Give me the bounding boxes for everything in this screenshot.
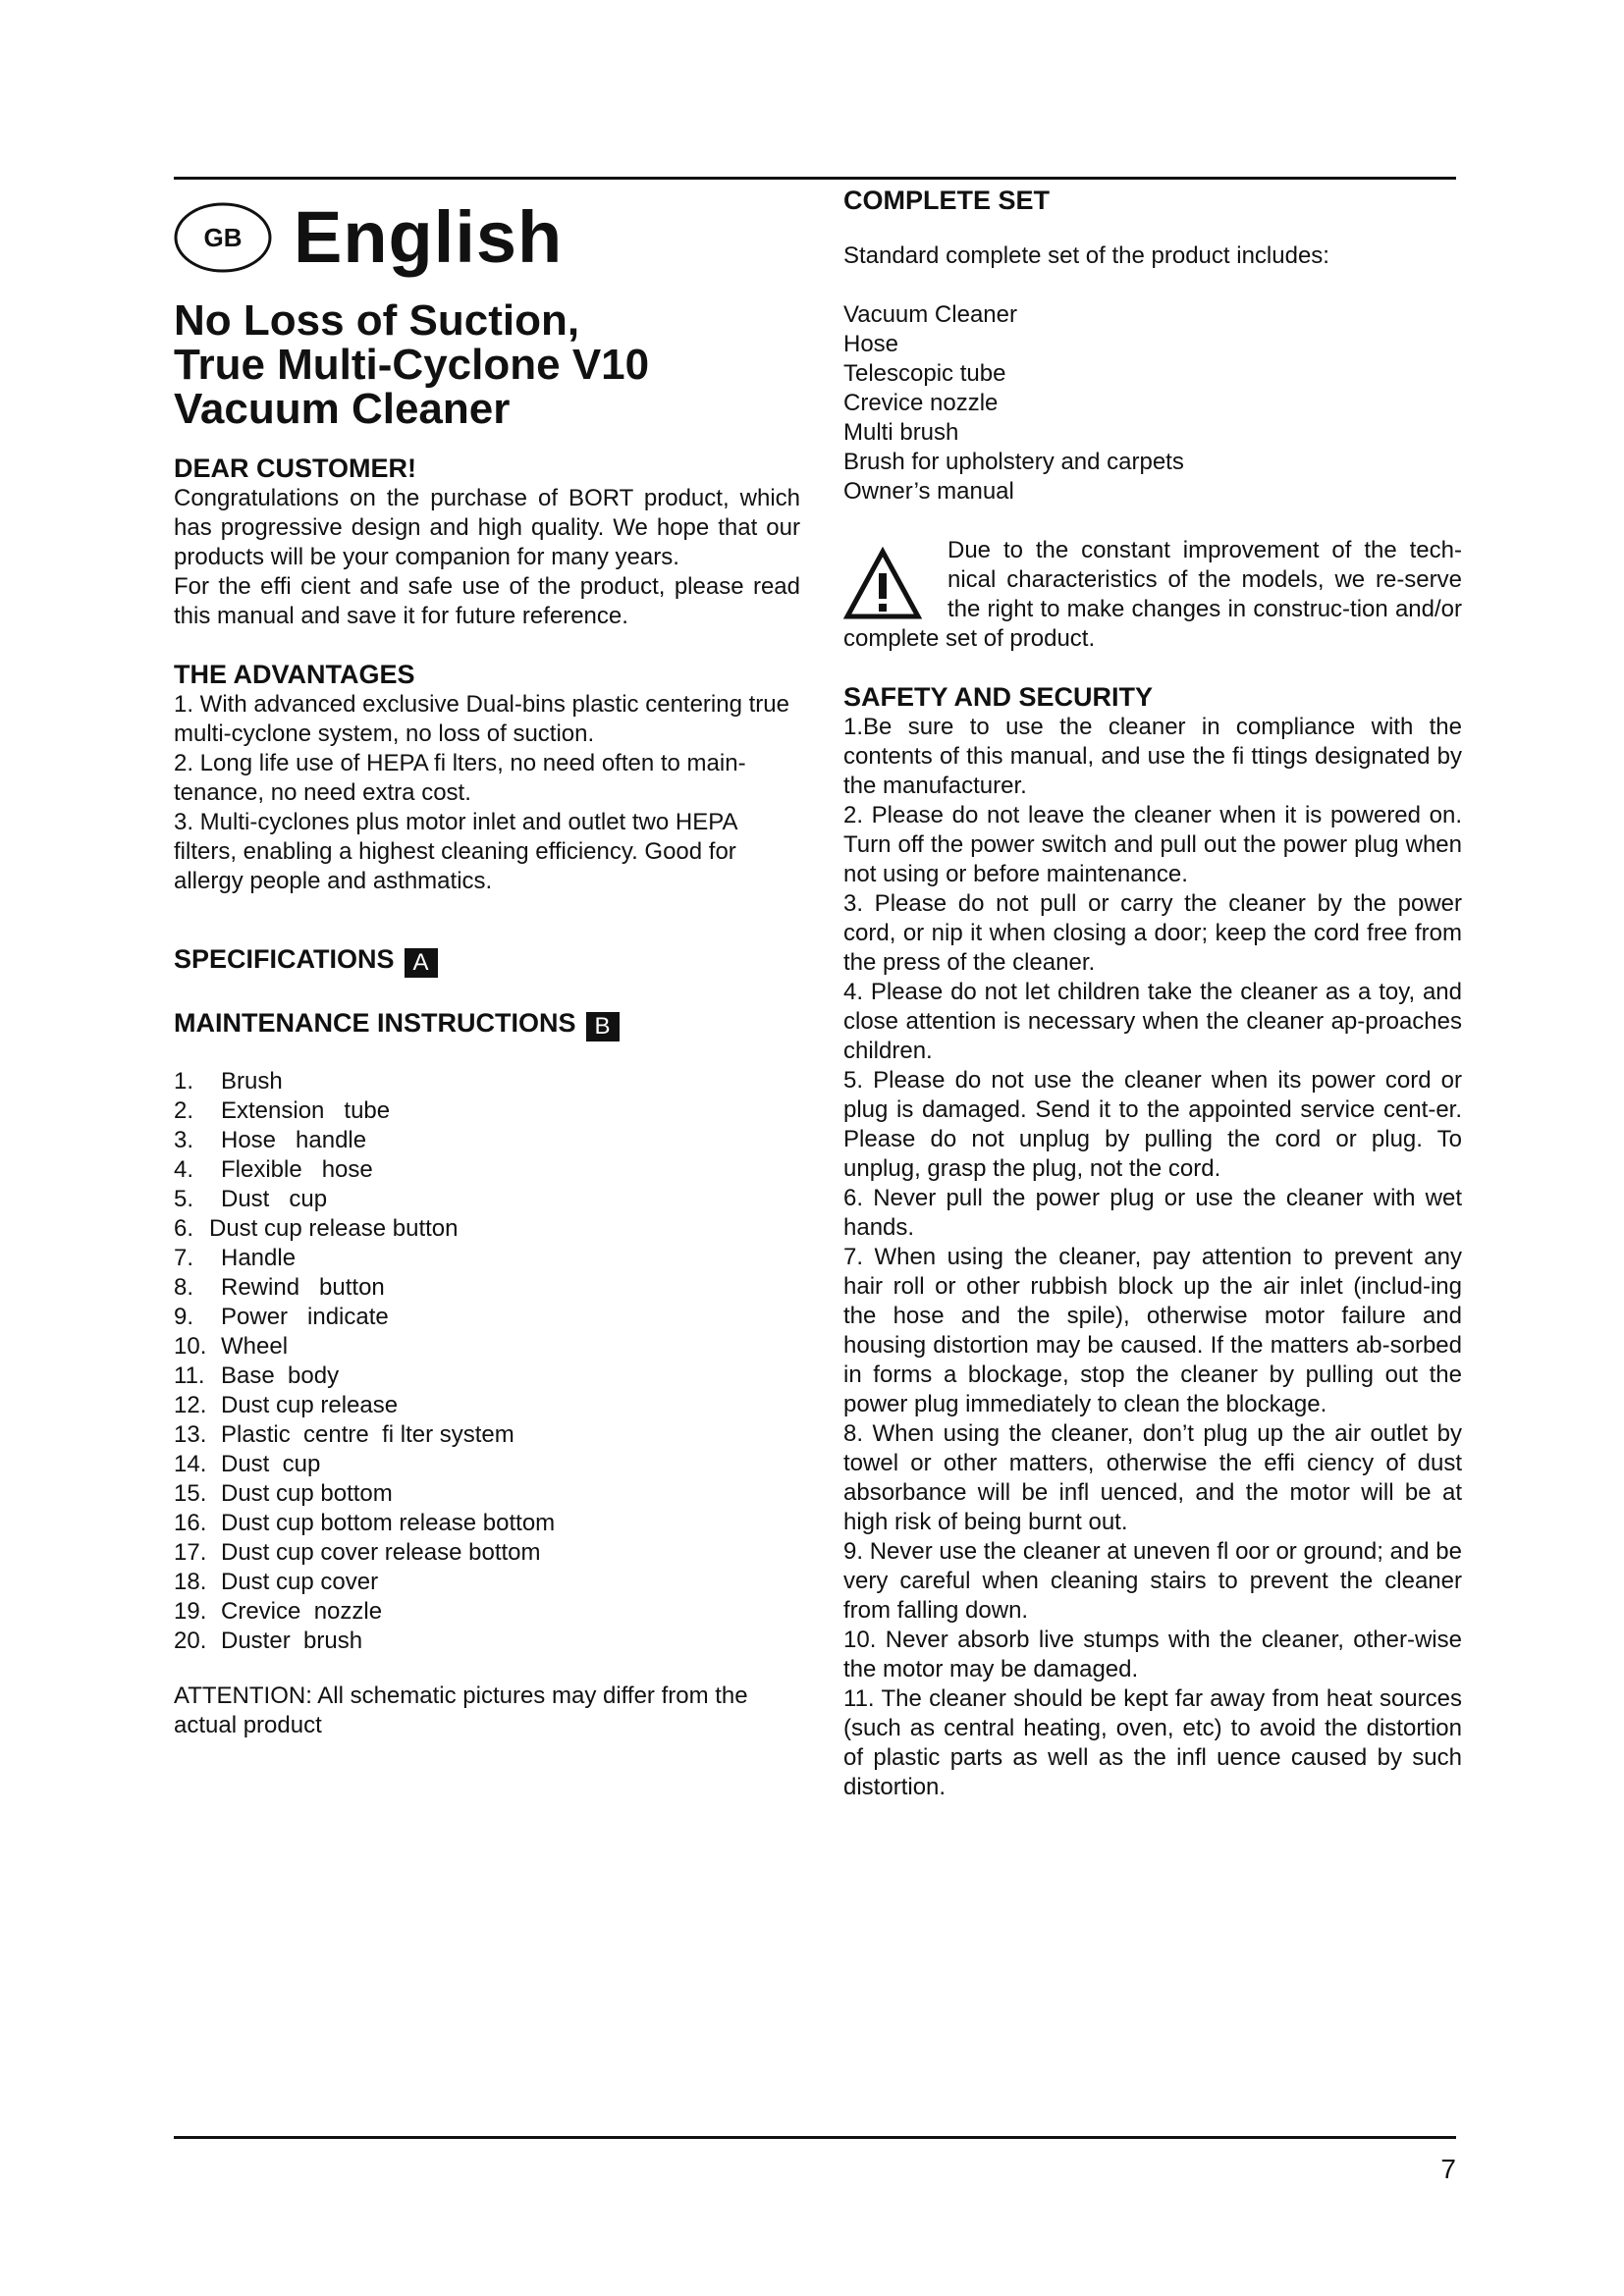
part-label: Rewind button	[221, 1274, 385, 1301]
section-heading	[174, 943, 800, 978]
specifications-section	[174, 943, 800, 978]
list-item: Telescopic tube	[843, 360, 1006, 387]
part-label: Hose handle	[221, 1127, 367, 1153]
part-label: Brush	[221, 1068, 283, 1095]
list-item: 1.Be sure to use the cleaner in compliance with the contents of this manual, and use the fi ttings designated by the manufacturer.	[843, 714, 1462, 799]
section-heading: COMPLETE SET	[843, 186, 1051, 215]
part-number: 4.	[174, 1156, 194, 1183]
list-item: Vacuum Cleaner	[843, 301, 1017, 328]
parts-list	[174, 1067, 800, 1656]
list-item: 2. Long life use of HEPA fi lters, no need often to main-tenance, no need extra cost.	[174, 750, 746, 806]
product-title-line: Vacuum Cleaner	[174, 385, 511, 433]
paragraph: Standard complete set of the product includes:	[843, 242, 1329, 269]
list-item: Hose	[843, 331, 899, 357]
country-badge	[174, 199, 290, 276]
left-column	[174, 177, 800, 1740]
part-number: 19.	[174, 1598, 207, 1625]
specifications-heading: SPECIFICATIONS	[174, 944, 395, 974]
advantages-section	[174, 659, 800, 896]
right-column	[843, 177, 1462, 1802]
list-item	[174, 1214, 800, 1244]
part-number: 11.	[174, 1362, 205, 1389]
list-item	[174, 1450, 800, 1479]
list-item: 8. When using the cleaner, don’t plug up the air outlet by towel or other matters, otherwise the effi ciency of dust absorbance will be infl uenced, and the motor will be at high risk of being burnt out.	[843, 1420, 1462, 1535]
list-item: Crevice nozzle	[843, 390, 999, 416]
warning-note	[843, 536, 1462, 654]
list-item: 3. Multi-cyclones plus motor inlet and outlet two HEPA filters, enabling a highest cleaning efficiency. Good for allergy people and asthmatics.	[174, 809, 737, 894]
part-number: 7.	[174, 1245, 194, 1271]
section-heading: SAFETY AND SECURITY	[843, 682, 1154, 712]
part-number: 15.	[174, 1480, 207, 1507]
section-heading: DEAR CUSTOMER!	[174, 454, 417, 483]
part-number: 5.	[174, 1186, 194, 1212]
part-label: Power indicate	[221, 1304, 389, 1330]
page-number: 7	[1440, 2154, 1456, 2184]
list-item: 11. The cleaner should be kept far away from heat sources (such as central heating, oven, etc) to avoid the distortion of plastic parts as well as the infl uence caused by such distortion.	[843, 1685, 1462, 1800]
list-item	[174, 1597, 800, 1627]
figure-badge: A	[405, 948, 438, 978]
part-label: Wheel	[221, 1333, 289, 1360]
part-label: Dust cup cover	[221, 1569, 379, 1595]
paragraph: Congratulations on the purchase of BORT product, which has progressive design and high quality. We hope that our products will be your companion for many years.	[174, 485, 800, 570]
warning-icon	[843, 546, 922, 622]
list-item: Multi brush	[843, 419, 959, 446]
list-item	[174, 1096, 800, 1126]
maintenance-heading: MAINTENANCE INSTRUCTIONS	[174, 1008, 576, 1038]
part-label: Dust cup bottom release bottom	[221, 1510, 556, 1536]
part-number: 14.	[174, 1451, 207, 1477]
part-label: Extension tube	[221, 1097, 391, 1124]
list-item	[174, 1479, 800, 1509]
attention-note: ATTENTION: All schematic pictures may differ from the actual product	[174, 1682, 748, 1738]
part-number: 20.	[174, 1628, 207, 1654]
list-item	[174, 1627, 800, 1656]
product-title	[174, 298, 800, 431]
list-item: 10. Never absorb live stumps with the cleaner, other-wise the motor may be damaged.	[843, 1627, 1462, 1682]
part-label: Base body	[221, 1362, 340, 1389]
dear-customer-section	[174, 453, 800, 631]
part-label: Plastic centre fi lter system	[221, 1421, 514, 1448]
part-label: Flexible hose	[221, 1156, 373, 1183]
language-title: English	[294, 196, 564, 278]
list-item	[174, 1420, 800, 1450]
part-number: 1.	[174, 1068, 194, 1095]
product-title-line: No Loss of Suction,	[174, 296, 580, 345]
list-item: 4. Please do not let children take the cleaner as a toy, and close attention is necessary when the cleaner ap-proaches children.	[843, 979, 1462, 1064]
list-item: 6. Never pull the power plug or use the cleaner with wet hands.	[843, 1185, 1462, 1241]
part-number: 16.	[174, 1510, 207, 1536]
part-label: Crevice nozzle	[221, 1598, 383, 1625]
list-item	[174, 1273, 800, 1303]
language-header	[174, 194, 800, 281]
part-label: Dust cup bottom	[221, 1480, 393, 1507]
list-item	[174, 1067, 800, 1096]
part-number: 13.	[174, 1421, 207, 1448]
section-heading	[174, 1007, 800, 1041]
bottom-rule	[174, 2136, 1456, 2139]
part-number: 8.	[174, 1274, 194, 1301]
list-item: 9. Never use the cleaner at uneven fl oor or ground; and be very careful when cleaning stairs to prevent the cleaner from falling down.	[843, 1538, 1462, 1624]
part-number: 3.	[174, 1127, 194, 1153]
list-item	[174, 1362, 800, 1391]
list-item: 3. Please do not pull or carry the cleaner by the power cord, or nip it when closing a door; keep the cord free from the press of the cleaner.	[843, 890, 1462, 976]
part-number: 9.	[174, 1304, 194, 1330]
list-item: 5. Please do not use the cleaner when its power cord or plug is damaged. Send it to the appointed service cent-er. Please do not unplug by pulling the cord or plug. To unplug, grasp the plug, not the cord.	[843, 1067, 1462, 1182]
part-label: Dust cup	[221, 1451, 321, 1477]
part-number: 18.	[174, 1569, 207, 1595]
list-item: Brush for upholstery and carpets	[843, 449, 1184, 475]
product-title-line: True Multi-Cyclone V10	[174, 341, 650, 389]
list-item	[174, 1391, 800, 1420]
complete-set-section	[843, 185, 1462, 654]
part-number: 2.	[174, 1097, 194, 1124]
part-label: Handle	[221, 1245, 297, 1271]
list-item: 7. When using the cleaner, pay attention to prevent any hair roll or other rubbish block up the air inlet (includ-ing the hose and the spile), otherwise motor failure and housing distortion may be caused. If the matters ab-sorbed in forms a blockage, stop the cleaner by pulling out the power plug immediately to clean the blockage.	[843, 1244, 1462, 1417]
part-number: 10.	[174, 1333, 207, 1360]
list-item	[174, 1126, 800, 1155]
paragraph: For the effi cient and safe use of the product, please read this manual and save it for future reference.	[174, 573, 800, 629]
list-item	[174, 1185, 800, 1214]
part-number: 17.	[174, 1539, 207, 1566]
section-heading: THE ADVANTAGES	[174, 660, 415, 689]
part-label: Dust cup cover release bottom	[221, 1539, 541, 1566]
part-label: Dust cup release	[221, 1392, 399, 1418]
figure-badge: B	[586, 1012, 620, 1041]
list-item	[174, 1509, 800, 1538]
list-item	[174, 1244, 800, 1273]
list-item: 2. Please do not leave the cleaner when it is powered on. Turn off the power switch and pull out the power plug when not using or before maintenance.	[843, 802, 1462, 887]
safety-section	[843, 681, 1462, 1802]
part-label: Dust cup	[221, 1186, 328, 1212]
part-number: 6.	[174, 1215, 194, 1242]
country-code: GB	[203, 223, 243, 252]
list-item	[174, 1332, 800, 1362]
list-item	[174, 1538, 800, 1568]
list-item	[174, 1568, 800, 1597]
part-label: Duster brush	[221, 1628, 363, 1654]
list-item	[174, 1155, 800, 1185]
complete-set-list	[843, 300, 1462, 507]
part-number: 12.	[174, 1392, 207, 1418]
part-label: Dust cup release button	[209, 1215, 459, 1242]
list-item	[174, 1303, 800, 1332]
maintenance-section	[174, 1007, 800, 1740]
list-item: 1. With advanced exclusive Dual-bins plastic centering true multi-cyclone system, no loss of suction.	[174, 691, 789, 747]
list-item: Owner’s manual	[843, 478, 1014, 505]
warning-text: Due to the constant improvement of the tech-nical characteristics of the models, we re-serve the right to make changes in construc-tion and/or complete set of product.	[843, 537, 1462, 652]
